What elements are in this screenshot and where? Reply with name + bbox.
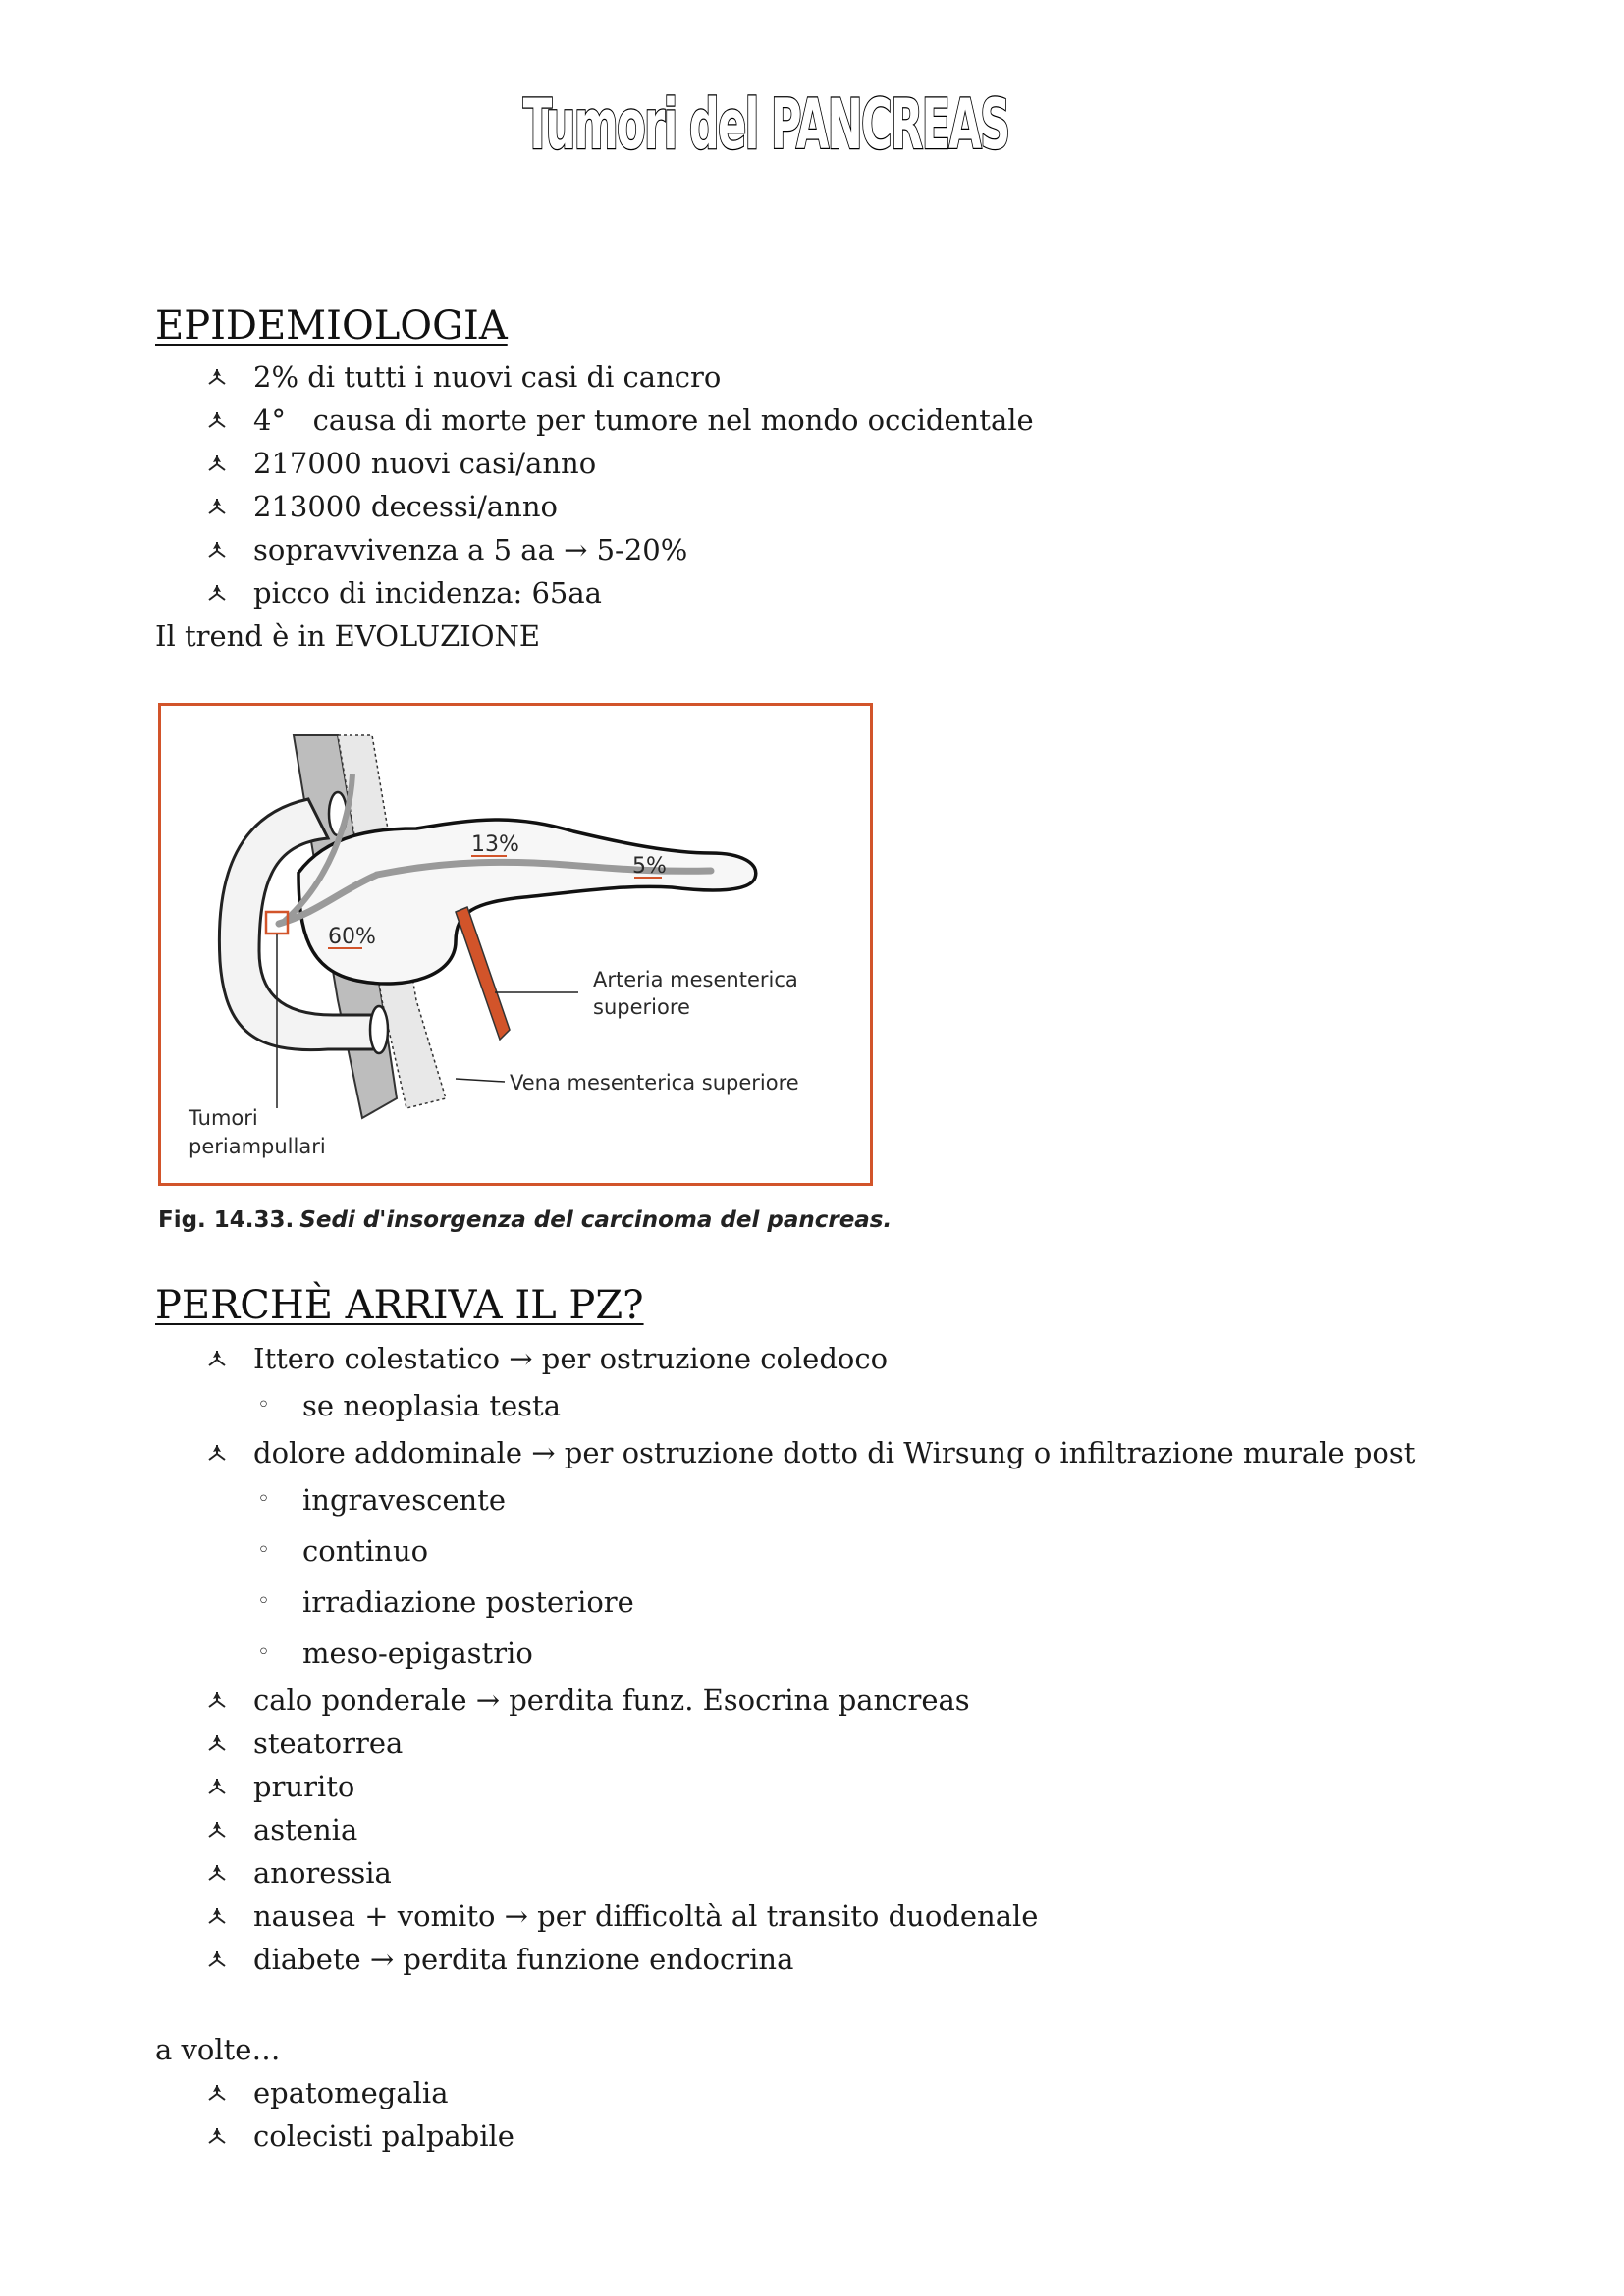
bullet-icon — [206, 1820, 228, 1840]
sub-list-item — [155, 1474, 1415, 1525]
list-item-text: Ittero colestatico → per ostruzione coledoco — [253, 1342, 889, 1375]
list-item — [155, 1895, 1415, 1938]
bullet-icon — [206, 1734, 228, 1753]
bullet-icon — [206, 1690, 228, 1710]
vein-label: Vena mesenterica superiore — [510, 1071, 799, 1095]
bullet-icon — [206, 497, 228, 516]
bullet-icon — [206, 540, 228, 560]
presentation-list — [155, 1337, 1415, 1981]
list-item — [155, 528, 1034, 571]
list-item-text: 217000 nuovi casi/anno — [253, 447, 597, 480]
caption-number: Fig. 14.33. — [158, 1207, 295, 1233]
pancreas-diagram — [161, 706, 870, 1183]
bullet-icon — [206, 1349, 228, 1368]
trend-text: Il trend è in EVOLUZIONE — [155, 619, 541, 653]
sub-list-item — [155, 1576, 1415, 1628]
list-item-text: prurito — [253, 1770, 355, 1803]
bullet-icon — [206, 410, 228, 430]
list-item — [155, 1722, 1415, 1765]
list-item — [155, 2114, 514, 2158]
list-item — [155, 1851, 1415, 1895]
list-item — [155, 1765, 1415, 1808]
pct-label-5: 5% — [632, 854, 667, 879]
list-item — [155, 1938, 1415, 1981]
circle-bullet-icon: ◦ — [257, 1538, 270, 1563]
caption-text: Sedi d'insorgenza del carcinoma del pancreas. — [299, 1207, 893, 1233]
bullet-icon — [206, 1863, 228, 1883]
list-item — [155, 2071, 514, 2114]
list-item-text: epatomegalia — [253, 2076, 449, 2109]
list-item-text: picco di incidenza: 65aa — [253, 576, 602, 610]
pancreas-body-shape — [298, 820, 756, 984]
list-item-text: dolore addominale → per ostruzione dotto di Wirsung o infiltrazione murale post — [253, 1436, 1416, 1469]
figure-caption — [158, 1207, 892, 1233]
circle-bullet-icon: ◦ — [257, 1393, 270, 1417]
list-item-text: diabete → perdita funzione endocrina — [253, 1943, 794, 1976]
list-item-text: se neoplasia testa — [302, 1389, 561, 1422]
bullet-icon — [206, 367, 228, 387]
list-item — [155, 571, 1034, 614]
artery-label: Arteria mesenterica — [593, 968, 798, 991]
list-item — [155, 1679, 1415, 1722]
pancreas-figure — [158, 703, 873, 1186]
list-item-text: 4° causa di morte per tumore nel mondo occidentale — [253, 403, 1034, 437]
tumors-label: Tumori — [189, 1106, 258, 1130]
epidemiology-list — [155, 355, 1034, 614]
heading-epidemiologia: EPIDEMIOLOGIA — [155, 303, 508, 348]
list-item-text: 213000 decessi/anno — [253, 490, 558, 523]
list-item-text: anoressia — [253, 1856, 392, 1890]
list-item — [155, 399, 1034, 442]
duodenum-lumen — [370, 1006, 388, 1053]
bullet-icon — [206, 2083, 228, 2103]
bullet-icon — [206, 1777, 228, 1796]
list-item — [155, 1431, 1415, 1474]
list-item-text: steatorrea — [253, 1727, 404, 1760]
sub-list-item — [155, 1380, 1415, 1431]
list-item — [155, 1808, 1415, 1851]
bullet-icon — [206, 454, 228, 473]
heading-perche-arriva: PERCHÈ ARRIVA IL PZ? — [155, 1283, 644, 1328]
tumors-label-line2: periampullari — [189, 1135, 326, 1158]
circle-bullet-icon: ◦ — [257, 1487, 270, 1512]
circle-bullet-icon: ◦ — [257, 1589, 270, 1614]
document-title: Tumori del PANCREAS — [522, 84, 1009, 165]
bullet-icon — [206, 2126, 228, 2146]
bullet-icon — [206, 583, 228, 603]
sometimes-label: a volte… — [155, 2033, 281, 2066]
pct-label-13: 13% — [471, 832, 519, 857]
sub-list-item — [155, 1525, 1415, 1576]
list-item — [155, 485, 1034, 528]
list-item-text: calo ponderale → perdita funz. Esocrina pancreas — [253, 1683, 970, 1717]
list-item-text: 2% di tutti i nuovi casi di cancro — [253, 360, 722, 394]
bullet-icon — [206, 1949, 228, 1969]
bullet-icon — [206, 1906, 228, 1926]
artery-label-line2: superiore — [593, 995, 690, 1019]
list-item-text: nausea + vomito → per difficoltà al transito duodenale — [253, 1899, 1039, 1933]
list-item-text: sopravvivenza a 5 aa → 5-20% — [253, 533, 688, 566]
list-item — [155, 1337, 1415, 1380]
circle-bullet-icon: ◦ — [257, 1640, 270, 1665]
list-item-text: astenia — [253, 1813, 358, 1846]
list-item-text: continuo — [302, 1534, 429, 1568]
list-item-text: irradiazione posteriore — [302, 1585, 634, 1619]
list-item — [155, 355, 1034, 399]
mesenteric-artery-shape — [456, 907, 510, 1040]
list-item-text: colecisti palpabile — [253, 2119, 514, 2153]
list-item — [155, 442, 1034, 485]
sub-list-item — [155, 1628, 1415, 1679]
pct-label-60: 60% — [328, 925, 376, 949]
leader-line — [456, 1079, 505, 1082]
sometimes-list — [155, 2071, 514, 2158]
list-item-text: meso-epigastrio — [302, 1636, 533, 1670]
bullet-icon — [206, 1443, 228, 1463]
list-item-text: ingravescente — [302, 1483, 506, 1517]
